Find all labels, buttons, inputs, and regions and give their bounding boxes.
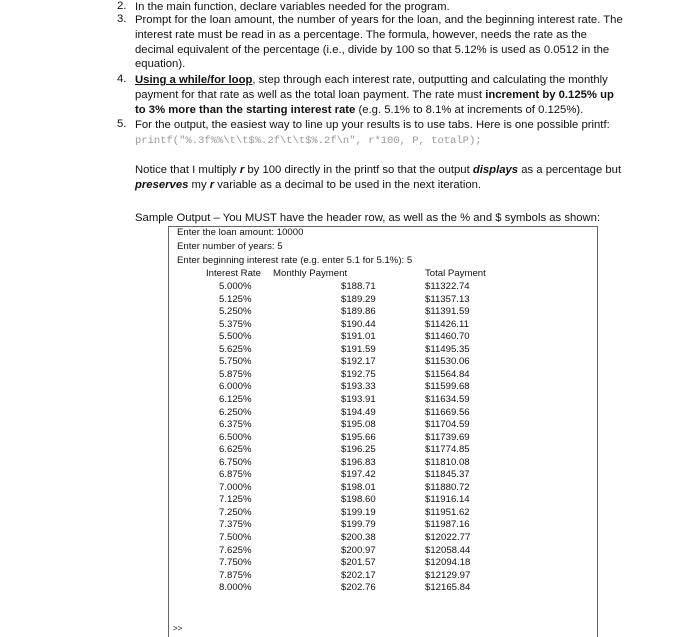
console-prompt: Enter beginning interest rate (e.g. enter 5.1 for 5.1%): 5 (177, 255, 413, 266)
row-monthly: $193.33 (341, 381, 376, 393)
row-rate: 5.125% (219, 293, 252, 305)
row-total: $11916.14 (425, 494, 470, 506)
row-total: $11564.84 (425, 368, 470, 380)
row-monthly: $196.25 (341, 444, 376, 456)
row-rate: 5.750% (219, 356, 252, 368)
item-text: interest rate must be read in as a percentage. The formula, however, needs the rate as the (135, 29, 587, 41)
row-total: $11391.59 (425, 306, 470, 318)
row-total: $11357.13 (425, 293, 470, 305)
row-total: $11951.62 (425, 506, 470, 518)
row-rate: 6.375% (219, 419, 252, 431)
item-number: 4. (117, 73, 127, 85)
item-text: For the output, the easiest way to line up your results is to use tabs. Here is one possible printf: (135, 119, 610, 131)
row-rate: 6.125% (219, 393, 252, 405)
console-output (168, 226, 598, 637)
row-rate: 7.000% (219, 481, 252, 493)
row-rate: 7.750% (219, 557, 252, 569)
row-total: $11845.37 (425, 469, 470, 481)
row-total: $11669.56 (425, 406, 470, 418)
row-total: $11704.59 (425, 419, 470, 431)
row-total: $11739.69 (425, 431, 470, 443)
row-monthly: $193.91 (341, 393, 376, 405)
row-rate: 7.125% (219, 494, 252, 506)
row-rate: 7.250% (219, 506, 252, 518)
notice-text: preserves my r variable as a decimal to be used in the next iteration. (135, 179, 482, 191)
row-total: $12129.97 (425, 569, 471, 581)
console-prompt-end: >> (173, 624, 183, 633)
row-total: $11495.35 (425, 343, 470, 355)
header-total-payment: Total Payment (425, 268, 486, 279)
row-monthly: $196.83 (341, 456, 376, 468)
row-total: $11599.68 (425, 381, 470, 393)
item-text: Prompt for the loan amount, the number of years for the loan, and the beginning interest rate. The (135, 14, 623, 26)
console-prompt: Enter number of years: 5 (177, 241, 283, 252)
row-monthly: $189.86 (341, 306, 376, 318)
row-total: $11322.74 (425, 281, 470, 292)
row-monthly: $195.08 (341, 419, 376, 431)
row-monthly: $198.60 (341, 494, 376, 506)
notice-text: Notice that I multiply r by 100 directly in the printf so that the output displays as a percentage but (135, 164, 622, 176)
row-monthly: $202.17 (341, 569, 376, 581)
row-total: $11530.06 (425, 356, 470, 368)
header-interest-rate: Interest Rate (206, 268, 261, 279)
row-rate: 5.875% (219, 368, 252, 380)
emphasis: increment by 0.125% up (485, 89, 614, 101)
row-monthly: $188.71 (341, 281, 376, 292)
row-monthly: $194.49 (341, 406, 376, 418)
row-total: $12165.84 (425, 582, 471, 594)
text: (e.g. 5.1% to 8.1% at increments of 0.125%). (355, 104, 584, 116)
code-snippet: printf("%.3f%%\t\t$%.2f\t\t$%.2f\n", r*100, P, totalP); (135, 135, 482, 147)
row-monthly: $200.38 (341, 532, 376, 543)
row-monthly: $190.44 (341, 318, 376, 330)
row-monthly: $189.29 (341, 293, 376, 305)
row-rate: 5.500% (219, 331, 252, 343)
row-total: $11426.11 (425, 318, 469, 330)
row-rate: 6.750% (219, 456, 252, 468)
row-total: $11987.16 (425, 519, 470, 531)
row-rate: 6.500% (219, 431, 252, 443)
row-monthly: $197.42 (341, 469, 376, 481)
row-total: $11774.85 (425, 444, 470, 456)
row-rate: 6.625% (219, 444, 252, 456)
row-rate: 7.500% (219, 532, 252, 543)
row-monthly: $199.79 (341, 519, 376, 531)
row-rate: 5.375% (219, 318, 252, 330)
row-total: $12058.44 (425, 544, 471, 556)
row-monthly: $201.57 (341, 557, 376, 569)
row-rate: 7.625% (219, 544, 252, 556)
console-prompt: Enter the loan amount: 10000 (177, 227, 304, 238)
row-monthly: $202.76 (341, 582, 376, 594)
row-rate: 8.000% (219, 582, 252, 594)
row-rate: 6.250% (219, 406, 252, 418)
row-rate: 7.375% (219, 519, 252, 531)
header-monthly-payment: Monthly Payment (273, 268, 348, 279)
row-monthly: $198.01 (341, 481, 376, 493)
row-monthly: $191.59 (341, 343, 376, 355)
row-total: $12094.18 (425, 557, 471, 569)
row-rate: 7.875% (219, 569, 252, 581)
row-monthly: $199.19 (341, 506, 376, 518)
row-rate: 6.875% (219, 469, 252, 481)
item-text: decimal equivalent of the percentage (i.e., divide by 100 so that 5.12% is used as 0.0512 in the (135, 44, 610, 56)
row-total: $11460.70 (425, 331, 470, 343)
row-monthly: $192.75 (341, 368, 376, 380)
row-total: $11634.59 (425, 393, 470, 405)
row-rate: 5.000% (219, 281, 252, 292)
row-rate: 5.250% (219, 306, 252, 318)
row-monthly: $195.66 (341, 431, 376, 443)
text: payment for that rate as well as the total loan payment. The rate must (135, 89, 486, 101)
emphasis: to 3% more than the starting interest rate (135, 104, 356, 116)
row-monthly: $191.01 (341, 331, 376, 343)
row-monthly: $192.17 (341, 356, 376, 368)
sample-heading: Sample Output – You MUST have the header row, as well as the % and $ symbols as shown: (135, 212, 601, 224)
item-number: 2. (117, 0, 127, 12)
row-total: $12022.77 (425, 532, 471, 543)
item-text (135, 103, 583, 118)
item-text: equation). (135, 58, 186, 70)
text: , step through each interest rate, outputting and calculating the monthly (252, 74, 608, 86)
row-rate: 6.000% (219, 381, 252, 393)
item-text (135, 88, 614, 103)
item-number: 5. (117, 118, 127, 130)
item-text (135, 73, 608, 88)
row-monthly: $200.97 (341, 544, 376, 556)
item-text: In the main function, declare variables needed for the program. (135, 1, 450, 13)
row-total: $11880.72 (425, 481, 470, 493)
item-number: 3. (117, 13, 127, 25)
emphasis: Using a while/for loop (135, 74, 253, 86)
row-total: $11810.08 (425, 456, 470, 468)
row-rate: 5.625% (219, 343, 252, 355)
